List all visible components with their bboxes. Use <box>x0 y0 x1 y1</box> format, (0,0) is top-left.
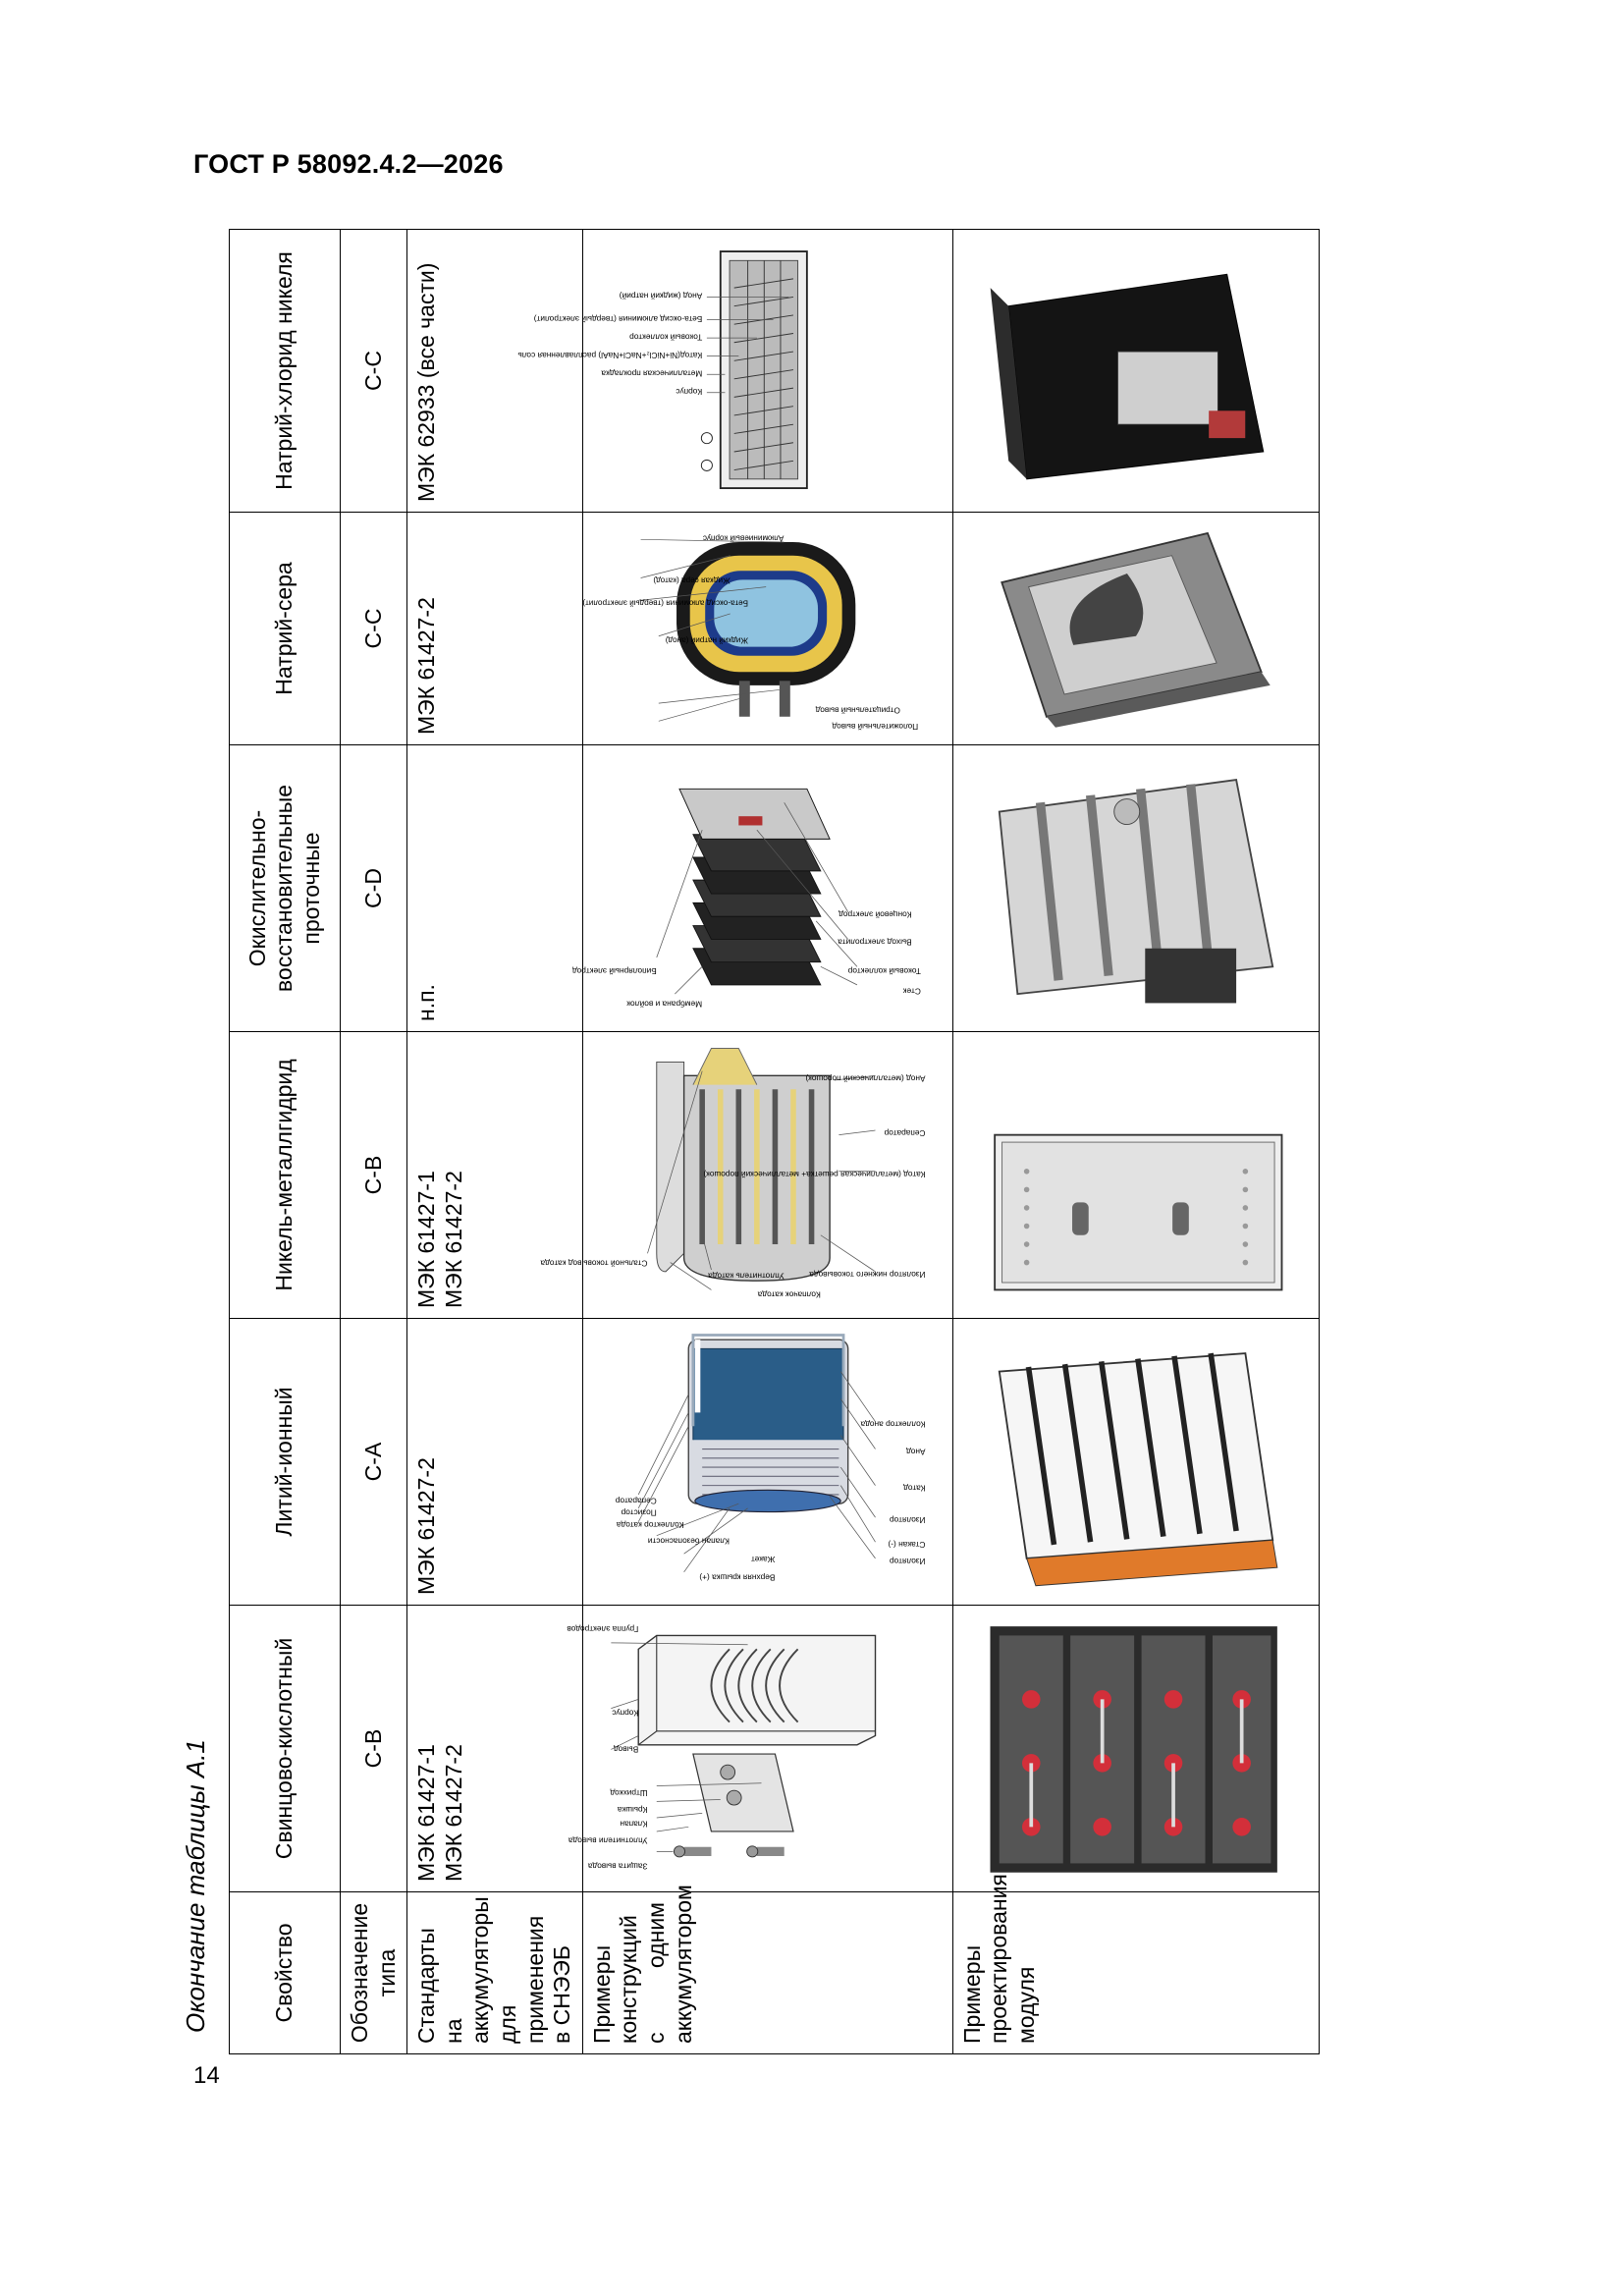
nacl-cell-figure <box>517 230 952 513</box>
type-code-label: Обозначение типа <box>341 1892 407 2054</box>
li-ion-label-7: Стакан (-) <box>888 1540 926 1551</box>
lead-acid-cell-figure <box>567 1606 952 1892</box>
standards-row <box>407 230 583 2054</box>
standards-cell: МЭК 61427-2 <box>407 513 583 745</box>
nacl-label-4: Бета-оксид алюминия (твердый электролит) <box>533 313 702 324</box>
nimh-cell-diagram <box>540 1042 947 1308</box>
nas-label-5: Алюминиевый корпус <box>702 533 784 543</box>
lead-acid-label-1: Уплотнители вывода <box>568 1835 648 1846</box>
nimh-label-4: Сепаратор <box>884 1128 926 1139</box>
nimh-label-0: Колпачок катода <box>757 1289 821 1300</box>
table-header-row <box>230 230 341 2054</box>
standards-cell: МЭК 61427-2 <box>407 1319 583 1606</box>
li-ion-module-image <box>959 1329 1313 1595</box>
nacl-label-0: Корпус <box>676 387 702 398</box>
li-ion-label-0: Верхняя крышка (+) <box>699 1572 776 1583</box>
header-nas: Натрий-сера <box>230 513 341 745</box>
standards-cell: МЭК 62933 (все части) <box>407 230 583 513</box>
lead-acid-module-image <box>959 1615 1313 1882</box>
type-code-row <box>341 230 407 2054</box>
type-code-cell: С-В <box>341 1032 407 1319</box>
flow-label-3: Концевой электрод <box>838 909 912 920</box>
rotated-table-wrapper <box>229 230 1230 2054</box>
module-examples-label: Примеры проектирования модуля <box>952 1892 1319 2054</box>
nas-label-3: Бета-оксид алюминия (твердый электролит) <box>582 598 748 608</box>
flow-cell-diagram <box>571 755 947 1021</box>
flow-cell-figure <box>571 745 952 1032</box>
flow-label-1: Биполярный электрод <box>571 966 657 977</box>
li-ion-label-8: Изолятор <box>889 1515 926 1526</box>
nas-label-0: Положительный вывод <box>832 722 918 732</box>
li-ion-label-1: Жакет <box>750 1555 776 1565</box>
spec-table <box>229 229 1320 2054</box>
page-number: 14 <box>193 2062 220 2089</box>
nacl-label-2: Катод(Ni+NiCl₂+NaCl+NaAl) расплавленная соль <box>517 350 702 360</box>
li-ion-label-5: Сепаратор <box>615 1496 657 1506</box>
type-code-cell: С-С <box>341 230 407 513</box>
header-property: Свойство <box>230 1892 341 2054</box>
type-code-cell: С-С <box>341 513 407 745</box>
lead-acid-cell-diagram <box>567 1615 947 1882</box>
nimh-cell-figure <box>540 1032 952 1319</box>
nas-label-4: Жидкая сера (катод) <box>653 575 730 585</box>
li-ion-cell-diagram <box>589 1329 947 1595</box>
document-header: ГОСТ Р 58092.4.2—2026 <box>193 149 504 179</box>
li-ion-cell-figure <box>582 1319 952 1606</box>
standards-cell: н.п. <box>407 745 583 1032</box>
nimh-label-3: Катод (металлическая решетка+ металлический порошок) <box>703 1169 926 1179</box>
header-flow: Окислительно-восстановительные проточные <box>230 745 341 1032</box>
li-ion-label-4: Позистор <box>621 1507 657 1518</box>
nas-label-2: Жидкий натрий (анод) <box>665 635 748 645</box>
lead-acid-label-3: Крышка <box>617 1804 648 1815</box>
nimh-label-5: Анод (металлический порошок) <box>805 1073 926 1084</box>
li-ion-label-11: Коллектор анода <box>860 1419 926 1430</box>
header-nimh: Никель-металлгидрид <box>230 1032 341 1319</box>
nacl-module-figure <box>952 230 1319 513</box>
li-ion-module-figure <box>952 1319 1319 1606</box>
nacl-cell-diagram <box>517 240 947 502</box>
cell-examples-row <box>582 230 952 2054</box>
lead-acid-label-7: Группа электродов <box>567 1624 638 1635</box>
nimh-label-2: Стальной токовывод катода <box>540 1258 648 1269</box>
standards-cell: МЭК 61427-1 МЭК 61427-2 <box>407 1606 583 1892</box>
cell-examples-label: Примеры конструкций с одним аккумулятором <box>582 1892 952 2054</box>
lead-acid-label-6: Корпус <box>612 1708 638 1719</box>
nas-label-1: Отрицательный вывод <box>815 705 900 715</box>
lead-acid-label-2: Клапан <box>620 1819 648 1830</box>
nimh-label-6: Изолятор нижнего токовывода <box>808 1269 926 1280</box>
flow-label-0: Мембрана и войлок <box>626 999 702 1010</box>
standards-cell: МЭК 61427-1 МЭК 61427-2 <box>407 1032 583 1319</box>
lead-acid-label-4: Штрихкод <box>610 1788 648 1799</box>
nas-cell-figure <box>582 513 952 745</box>
nacl-module-image <box>959 240 1313 502</box>
flow-module-figure <box>952 745 1319 1032</box>
flow-label-5: Стек <box>902 986 921 997</box>
nas-module-figure <box>952 513 1319 745</box>
standards-label: Стандарты на аккумуляторы для применения в СНЭЭБ <box>407 1892 583 2054</box>
header-nacl: Натрий-хлорид никеля <box>230 230 341 513</box>
header-lead-acid: Свинцово-кислотный <box>230 1606 341 1892</box>
type-code-cell: С-D <box>341 745 407 1032</box>
li-ion-label-9: Катод <box>902 1483 926 1494</box>
flow-label-4: Токовый коллектор <box>847 966 921 977</box>
type-code-cell: С-А <box>341 1319 407 1606</box>
nacl-label-3: Токовый коллектор <box>628 332 702 343</box>
type-code-cell: С-В <box>341 1606 407 1892</box>
nacl-label-5: Анод (жидкий натрий) <box>619 291 702 301</box>
nacl-label-1: Металлическая прокладка <box>601 368 702 379</box>
flow-module-image <box>959 755 1313 1021</box>
li-ion-label-3: Коллектор катода <box>616 1519 684 1530</box>
li-ion-label-10: Анод <box>905 1447 926 1457</box>
nimh-label-1: Уплотнитель катода <box>707 1271 784 1282</box>
nimh-module-image <box>959 1042 1313 1308</box>
table-caption: Окончание таблицы А.1 <box>181 1739 210 2033</box>
lead-acid-module-figure <box>952 1606 1319 1892</box>
li-ion-label-2: Клапан безопасности <box>647 1536 730 1547</box>
li-ion-label-6: Изолятор <box>889 1556 926 1566</box>
nas-module-image <box>959 522 1313 735</box>
lead-acid-label-5: Вывод <box>613 1744 638 1755</box>
header-li-ion: Литий-ионный <box>230 1319 341 1606</box>
nas-cell-diagram <box>582 522 947 735</box>
module-examples-row <box>952 230 1319 2054</box>
lead-acid-label-0: Защита вывода <box>587 1861 648 1872</box>
nimh-module-figure <box>952 1032 1319 1319</box>
flow-label-2: Выход электролита <box>837 937 912 948</box>
